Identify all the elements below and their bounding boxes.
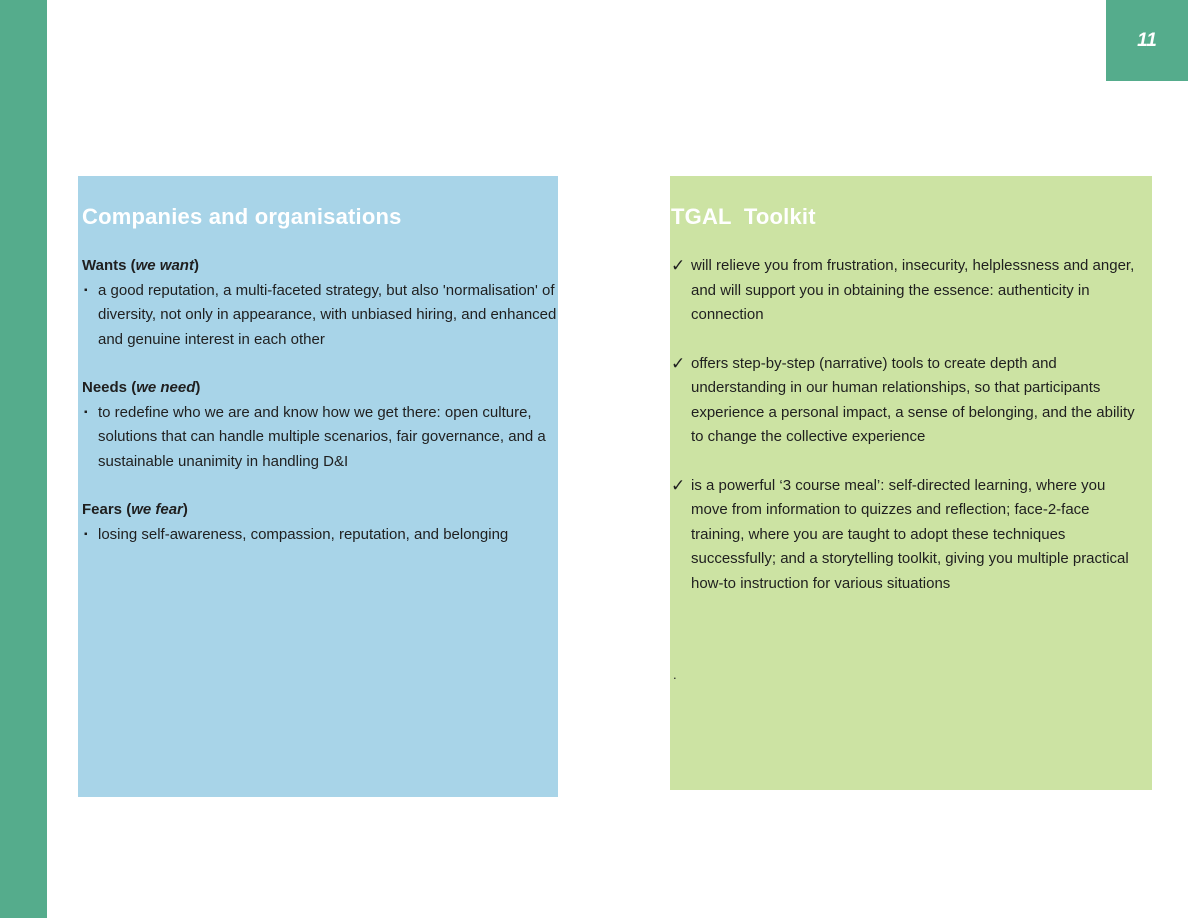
- wants-header: [80, 254, 558, 279]
- toolkit-item-2: [671, 352, 1146, 450]
- needs-header-suffix: ): [195, 379, 201, 396]
- page-number: 11: [1137, 29, 1157, 51]
- wants-header-suffix: ): [193, 257, 199, 274]
- square-bullet-icon: ▪: [84, 284, 88, 296]
- wants-bullet-text: a good reputation, a multi-faceted strategy, but also 'normalisation' of diversity, not only in appearance, with unbiased hiring, and enhanced and genuine interest in each other: [98, 281, 557, 348]
- needs-section: [80, 376, 558, 474]
- fears-header-prefix: Fears (: [82, 501, 132, 518]
- wants-section: [80, 254, 558, 352]
- fears-section: [80, 498, 558, 547]
- checkmark-icon: ✓: [671, 256, 686, 275]
- left-accent-bar: [0, 0, 47, 918]
- needs-header: [80, 376, 558, 401]
- needs-header-prefix: Needs (: [82, 379, 137, 396]
- square-bullet-icon: ▪: [84, 406, 88, 418]
- toolkit-panel: [670, 176, 1152, 790]
- toolkit-item-2-text: offers step-by-step (narrative) tools to create depth and understanding in our human relationships, so that participants experience a personal impact, a sense of belonging, and the ability to change the collective experience: [691, 354, 1135, 445]
- companies-panel: [78, 176, 558, 797]
- companies-panel-title: Companies and organisations: [82, 204, 402, 229]
- checkmark-icon: ✓: [671, 475, 686, 495]
- toolkit-item-1-text: will relieve you from frustration, insecurity, helplessness and anger, and will support you in obtaining the essence: authenticity in connection: [691, 257, 1135, 323]
- wants-header-prefix: Wants (: [82, 257, 136, 274]
- fears-header-suffix: ): [182, 501, 188, 518]
- needs-bullet-text: to redefine who we are and know how we get there: open culture, solutions that can handle multiple scenarios, fair governance, and a sustainable unanimity in handling D&I: [98, 403, 546, 470]
- page-number-badge: [1106, 0, 1188, 81]
- checkmark-icon: ✓: [671, 353, 686, 373]
- toolkit-panel-title: TGAL Toolkit: [671, 204, 816, 229]
- toolkit-item-1: [671, 254, 1146, 328]
- toolkit-item-3: [671, 474, 1146, 597]
- fears-bullet-item: [80, 523, 558, 548]
- wants-header-italic: we want: [135, 257, 194, 274]
- needs-header-italic: we need: [136, 379, 196, 396]
- fears-header-italic: we fear: [131, 501, 183, 518]
- square-bullet-icon: ▪: [84, 528, 88, 540]
- toolkit-footnote-dot: .: [673, 667, 677, 682]
- toolkit-item-3-text: is a powerful ‘3 course meal’: self-directed learning, where you move from information to quizzes and reflection; face-2-face training, where you are taught to adopt these techniques successfully; and a storytelling toolkit, giving you multiple practical how-to instruction for various situations: [691, 476, 1129, 592]
- fears-header: [80, 498, 558, 523]
- fears-bullet-text: losing self-awareness, compassion, reputation, and belonging: [98, 525, 509, 543]
- needs-bullet-item: [80, 401, 558, 475]
- wants-bullet-item: [80, 279, 558, 353]
